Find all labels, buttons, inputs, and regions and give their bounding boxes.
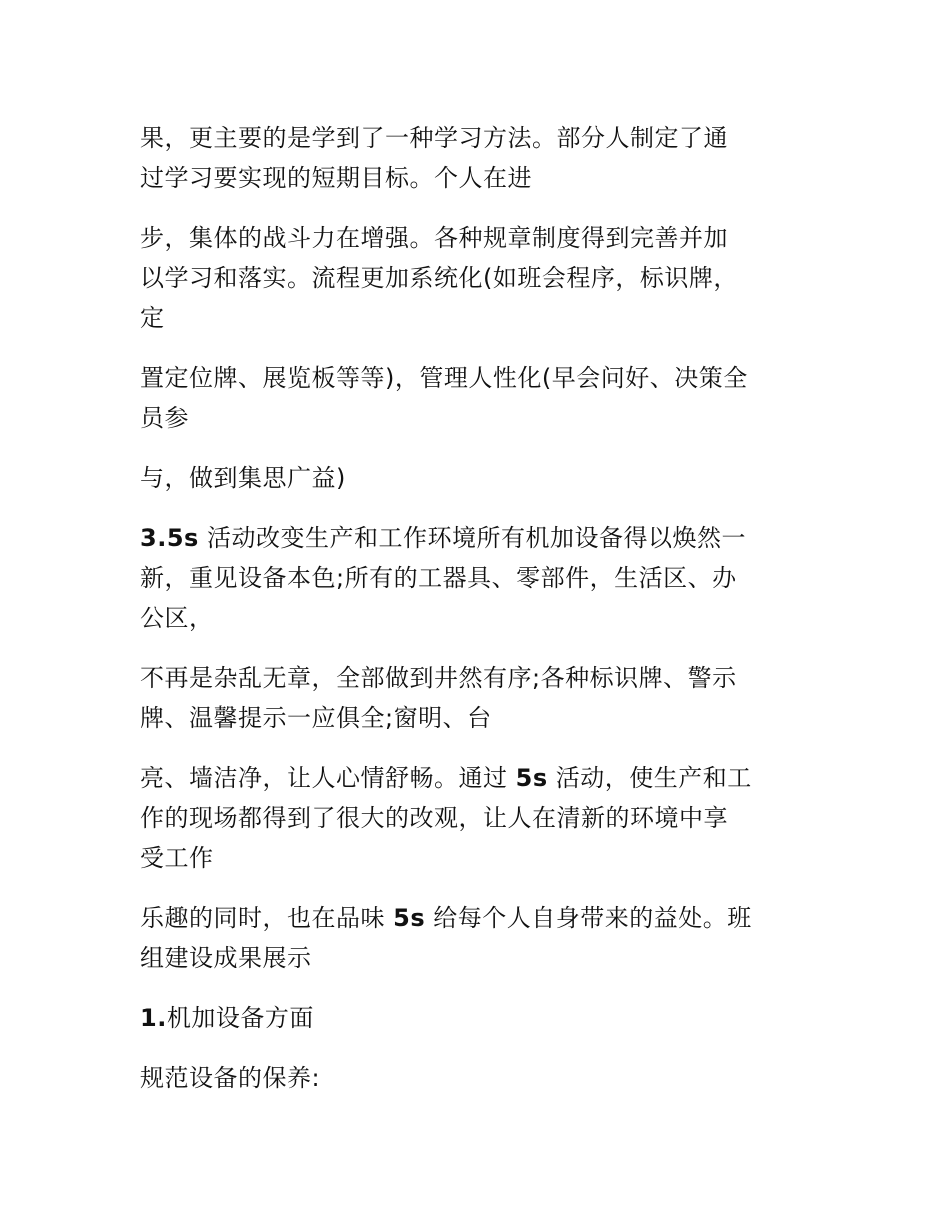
section-heading [140,998,830,1038]
text-line [140,998,830,1038]
text-line: 不再是杂乱无章，全部做到井然有序;各种标识牌、警示 [140,664,737,692]
text-line: 过学习要实现的短期目标。个人在进 [140,164,532,192]
text-line [140,898,830,938]
text-line: 定 [140,304,165,332]
text-line: 规范设备的保养: [140,1064,321,1092]
text-line: 员参 [140,404,189,432]
text-line: 新，重见设备本色;所有的工器具、零部件，生活区、办 [140,564,737,592]
bold-term: 5s [515,764,548,792]
paragraph-last [140,1058,830,1098]
text-line: 果，更主要的是学到了一种学习方法。部分人制定了通 [140,124,728,152]
bold-term: 5s [393,904,426,932]
paragraph-1 [140,118,830,198]
paragraph-5s-activity [140,518,830,638]
text-line: 公区， [140,604,214,632]
section-number: 3.5s [140,524,199,552]
text-line: 牌、温馨提示一应俱全;窗明、台 [140,704,492,732]
text-line [140,518,830,558]
section-title: 机加设备方面 [166,1004,314,1032]
paragraph-3 [140,358,830,438]
paragraph-4 [140,458,830,498]
text-line: 作的现场都得到了很大的改观，让人在清新的环境中享 [140,804,728,832]
text-line [140,758,830,798]
text-run: 亮、墙洁净，让人心情舒畅。通过 [140,764,516,792]
text-line: 置定位牌、展览板等等)，管理人性化(早会问好、决策全 [140,364,748,392]
text-run: 活动改变生产和工作环境所有机加设备得以焕然一 [206,524,746,552]
text-line: 受工作 [140,844,214,872]
text-run: 乐趣的同时，也在品味 [140,904,394,932]
text-line: 以学习和落实。流程更加系统化(如班会程序，标识牌， [140,264,738,292]
paragraph-7 [140,758,830,878]
document-page [140,118,830,1118]
text-run: 给每个人自身带来的益处。班 [425,904,752,932]
text-line: 组建设成果展示 [140,944,312,972]
text-line: 步，集体的战斗力在增强。各种规章制度得到完善并加 [140,224,728,252]
section-number: 1. [140,1004,167,1032]
paragraph-6 [140,658,830,738]
text-line: 与，做到集思广益) [140,464,346,492]
paragraph-8 [140,898,830,978]
paragraph-2 [140,218,830,338]
text-run: 活动，使生产和工 [547,764,752,792]
